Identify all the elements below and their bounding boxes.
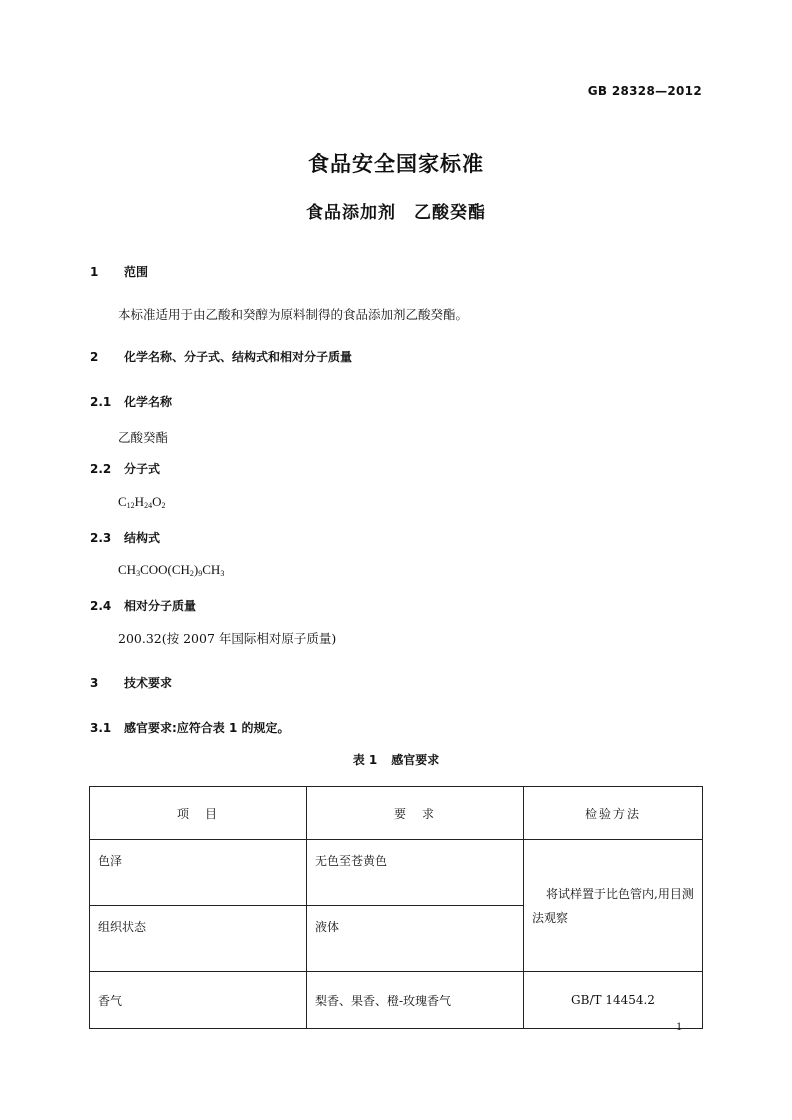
section-2-3-heading xyxy=(90,529,160,546)
section-title: 结构式 xyxy=(124,531,161,545)
section-2-heading xyxy=(90,348,352,365)
section-title: 化学名称、分子式、结构式和相对分子质量 xyxy=(124,350,353,364)
cell-method: GB/T 14454.2 xyxy=(524,972,703,1029)
section-title: 化学名称 xyxy=(124,395,173,409)
section-number: 2.1 xyxy=(90,395,112,409)
section-title: 范围 xyxy=(124,265,149,279)
document-title: 食品安全国家标准 xyxy=(308,152,484,176)
sensory-requirements-table xyxy=(89,786,703,1029)
section-number: 2.4 xyxy=(90,599,112,613)
cell-item: 色泽 xyxy=(90,840,307,906)
section-2-1-heading xyxy=(90,393,172,410)
molecular-weight: 200.32(按 2007 年国际相对原子质量) xyxy=(118,631,337,646)
section-number: 2.3 xyxy=(90,531,112,545)
section-title: 分子式 xyxy=(124,462,161,476)
section-2-4-heading xyxy=(90,597,196,614)
section-number: 1 xyxy=(90,265,99,279)
section-2-2-heading xyxy=(90,460,160,477)
cell-item: 香气 xyxy=(90,972,307,1029)
section-title: 技术要求 xyxy=(124,676,173,690)
section-title: 感官要求:应符合表 1 的规定。 xyxy=(124,721,290,735)
structural-formula: $CH_3COO(CH_2)_9CH_3$ xyxy=(118,562,225,578)
section-1-text: 本标准适用于由乙酸和癸醇为原料制得的食品添加剂乙酸癸酯。 xyxy=(118,307,469,322)
chemical-name: 乙酸癸酯 xyxy=(118,430,169,445)
cell-item: 组织状态 xyxy=(90,906,307,972)
table-caption-text: 感官要求 xyxy=(391,753,440,767)
section-3-heading xyxy=(90,674,172,691)
header-requirement: 要 求 xyxy=(307,787,524,840)
section-number: 2 xyxy=(90,350,99,364)
table-row xyxy=(90,972,703,1029)
section-number: 3.1 xyxy=(90,721,112,735)
molecular-formula: $C_{12}H_{24}O_2$ xyxy=(118,494,166,510)
header-method: 检验方法 xyxy=(524,787,703,840)
table-label: 表 1 xyxy=(352,753,378,767)
cell-requirement: 液体 xyxy=(307,906,524,972)
cell-method-merged: 将试样置于比色管内,用目测法观察 xyxy=(524,840,703,972)
section-number: 3 xyxy=(90,676,99,690)
document-subtitle: 食品添加剂 乙酸癸酯 xyxy=(306,203,486,223)
table-caption xyxy=(0,751,792,768)
header-item: 项 目 xyxy=(90,787,307,840)
section-title: 相对分子质量 xyxy=(124,599,197,613)
cell-requirement: 梨香、果香、橙-玫瑰香气 xyxy=(307,972,524,1029)
table-row xyxy=(90,840,703,906)
cell-requirement: 无色至苍黄色 xyxy=(307,840,524,906)
section-1-heading xyxy=(90,263,148,280)
page-number: 1 xyxy=(676,1019,682,1033)
table-header-row xyxy=(90,787,703,840)
section-3-1-heading xyxy=(90,719,290,736)
standard-code: GB 28328—2012 xyxy=(587,84,702,98)
section-number: 2.2 xyxy=(90,462,112,476)
